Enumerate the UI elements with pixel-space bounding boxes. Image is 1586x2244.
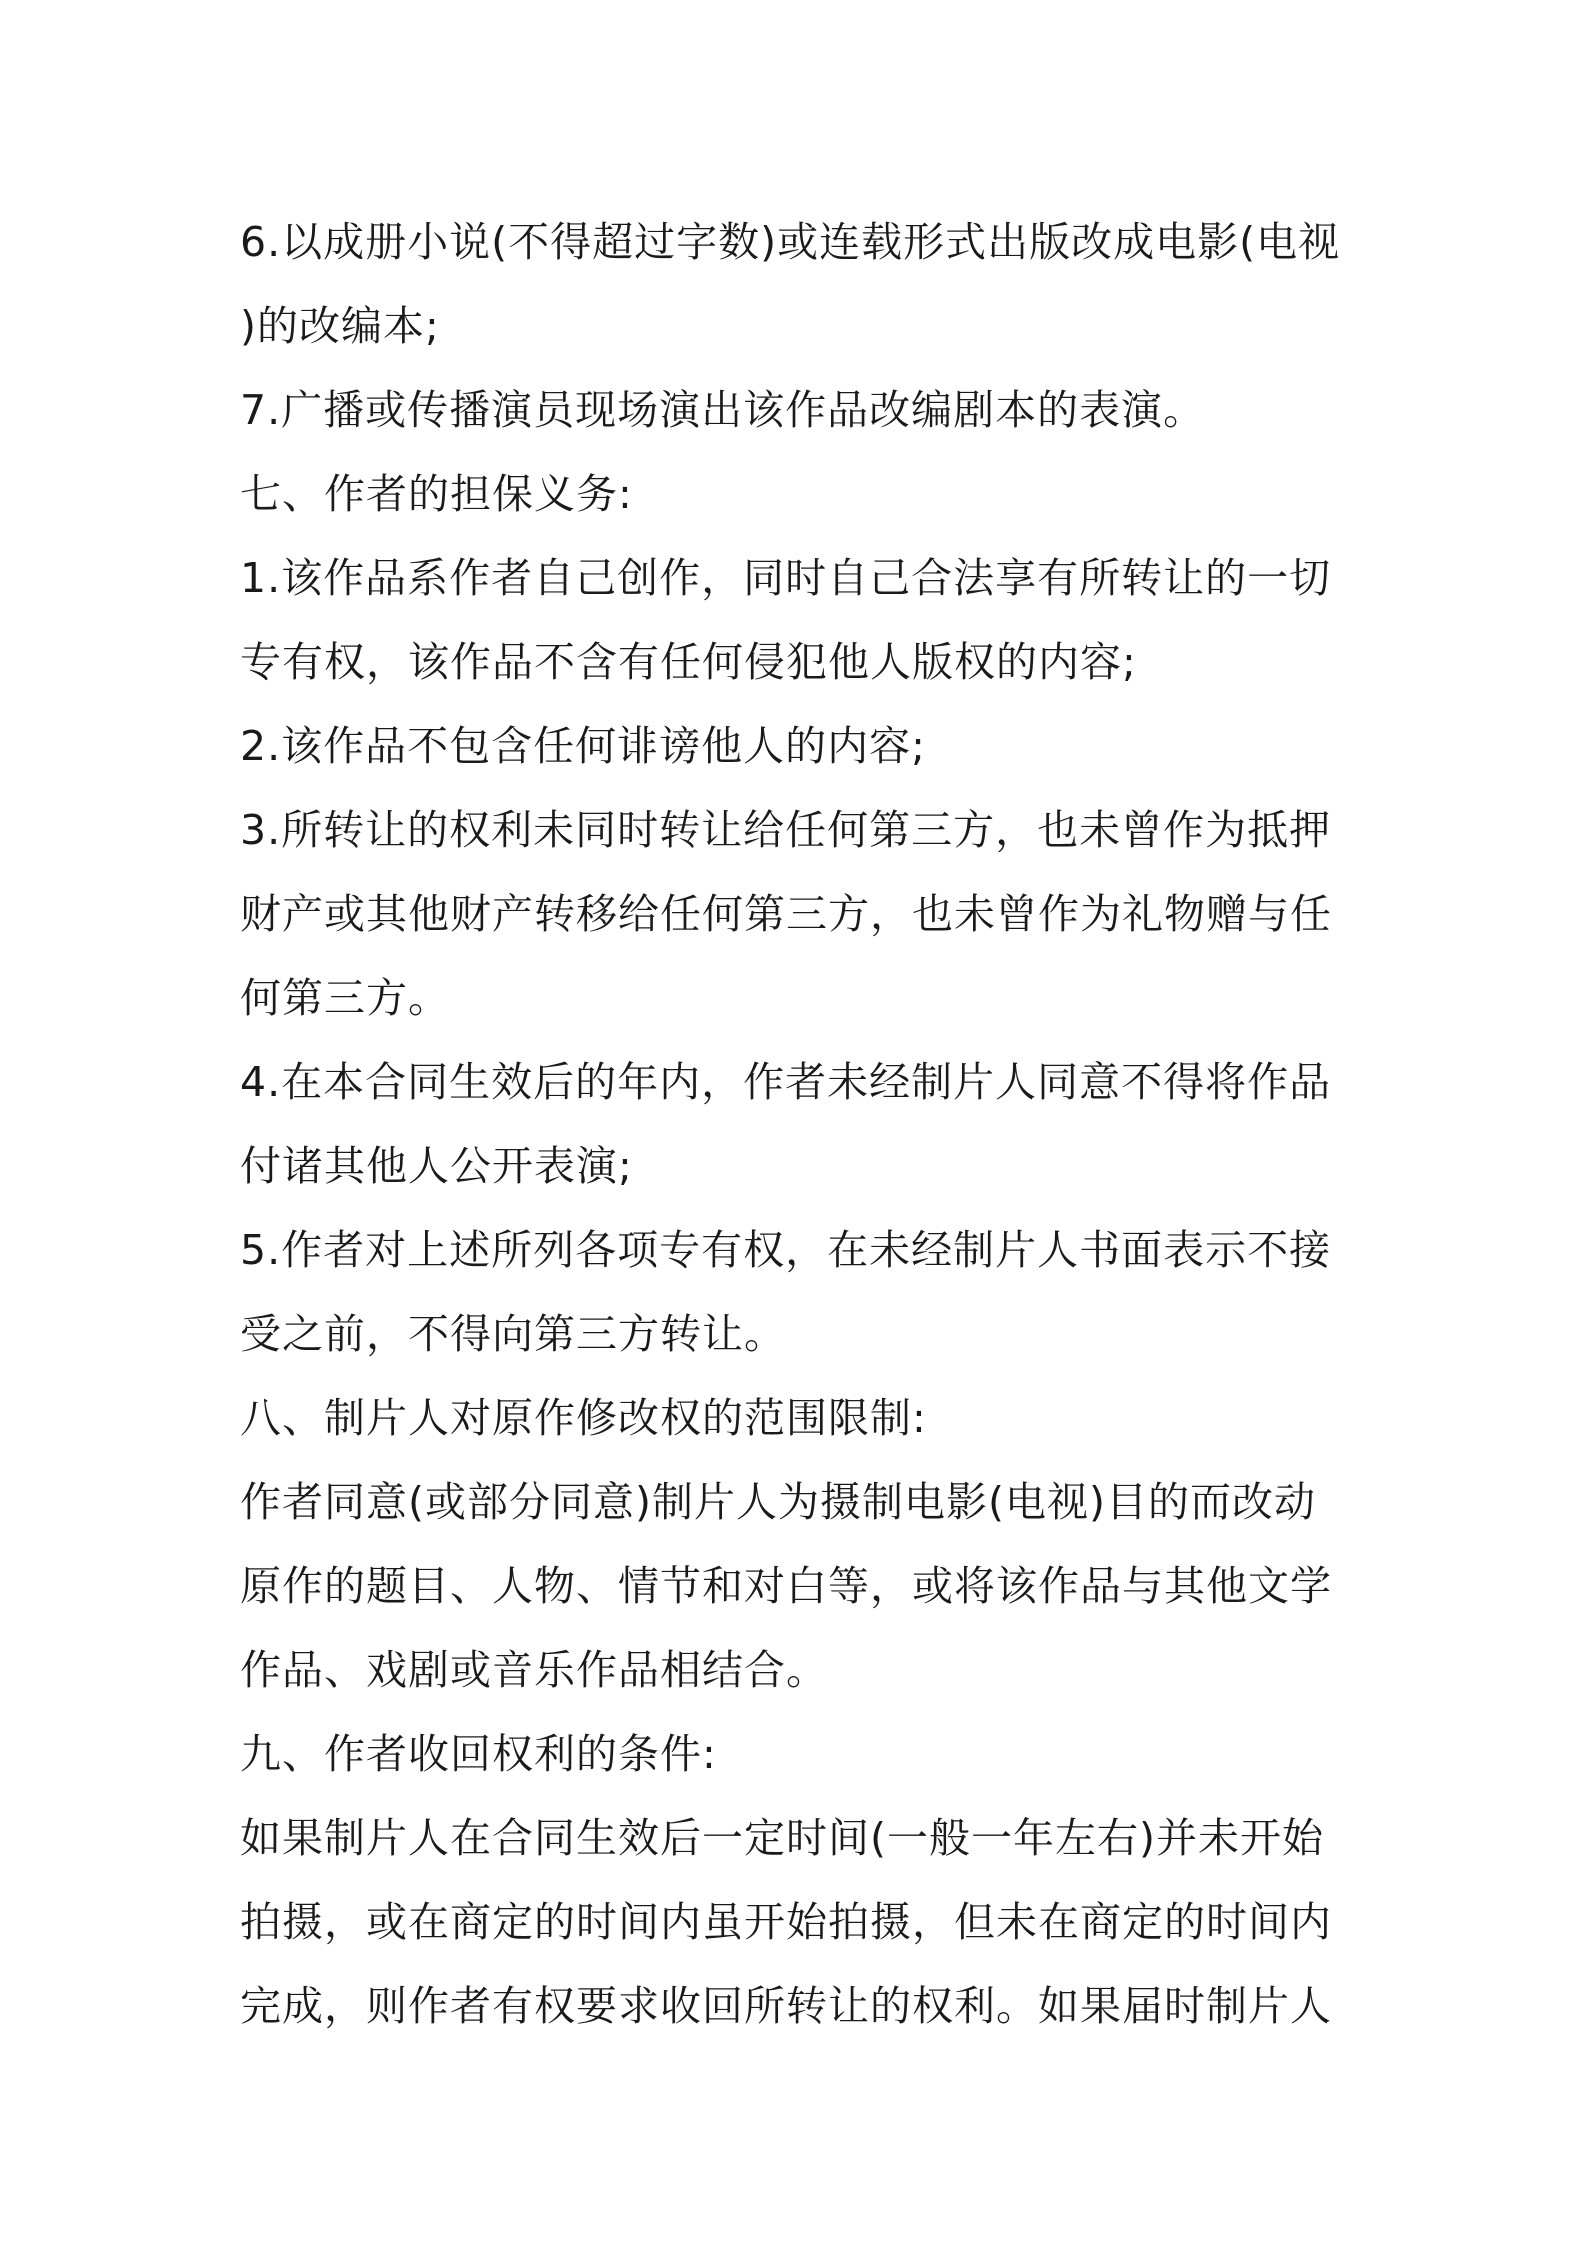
text-line: 1.该作品系作者自己创作，同时自己合法享有所转让的一切 [240, 554, 1332, 602]
text-line: 5.作者对上述所列各项专有权，在未经制片人书面表示不接 [240, 1226, 1332, 1274]
text-line: 何第三方。 [240, 974, 450, 1022]
section-heading: 八、制片人对原作修改权的范围限制: [240, 1394, 927, 1442]
text-line: 如果制片人在合同生效后一定时间(一般一年左右)并未开始 [240, 1814, 1324, 1862]
text-line: 财产或其他财产转移给任何第三方，也未曾作为礼物赠与任 [240, 890, 1332, 938]
text-line: 4.在本合同生效后的年内，作者未经制片人同意不得将作品 [240, 1058, 1332, 1106]
text-line: )的改编本; [240, 302, 440, 350]
text-line: 专有权，该作品不含有任何侵犯他人版权的内容; [240, 638, 1137, 686]
section-heading: 七、作者的担保义务: [240, 470, 633, 518]
document-body [240, 200, 1360, 2048]
text-line: 拍摄，或在商定的时间内虽开始拍摄，但未在商定的时间内 [240, 1898, 1332, 1946]
section-heading: 九、作者收回权利的条件: [240, 1730, 717, 1778]
text-line: 2.该作品不包含任何诽谤他人的内容; [240, 722, 926, 770]
text-line: 作者同意(或部分同意)制片人为摄制电影(电视)目的而改动 [240, 1478, 1316, 1526]
text-line: 3.所转让的权利未同时转让给任何第三方，也未曾作为抵押 [240, 806, 1332, 854]
text-line: 付诸其他人公开表演; [240, 1142, 633, 1190]
text-line: 原作的题目、人物、情节和对白等，或将该作品与其他文学 [240, 1562, 1332, 1610]
text-line: 完成，则作者有权要求收回所转让的权利。如果届时制片人 [240, 1982, 1332, 2030]
text-line: 6.以成册小说(不得超过字数)或连载形式出版改成电影(电视 [240, 218, 1341, 266]
text-line: 受之前，不得向第三方转让。 [240, 1310, 786, 1358]
text-line: 7.广播或传播演员现场演出该作品改编剧本的表演。 [240, 386, 1206, 434]
text-line: 作品、戏剧或音乐作品相结合。 [240, 1646, 828, 1694]
